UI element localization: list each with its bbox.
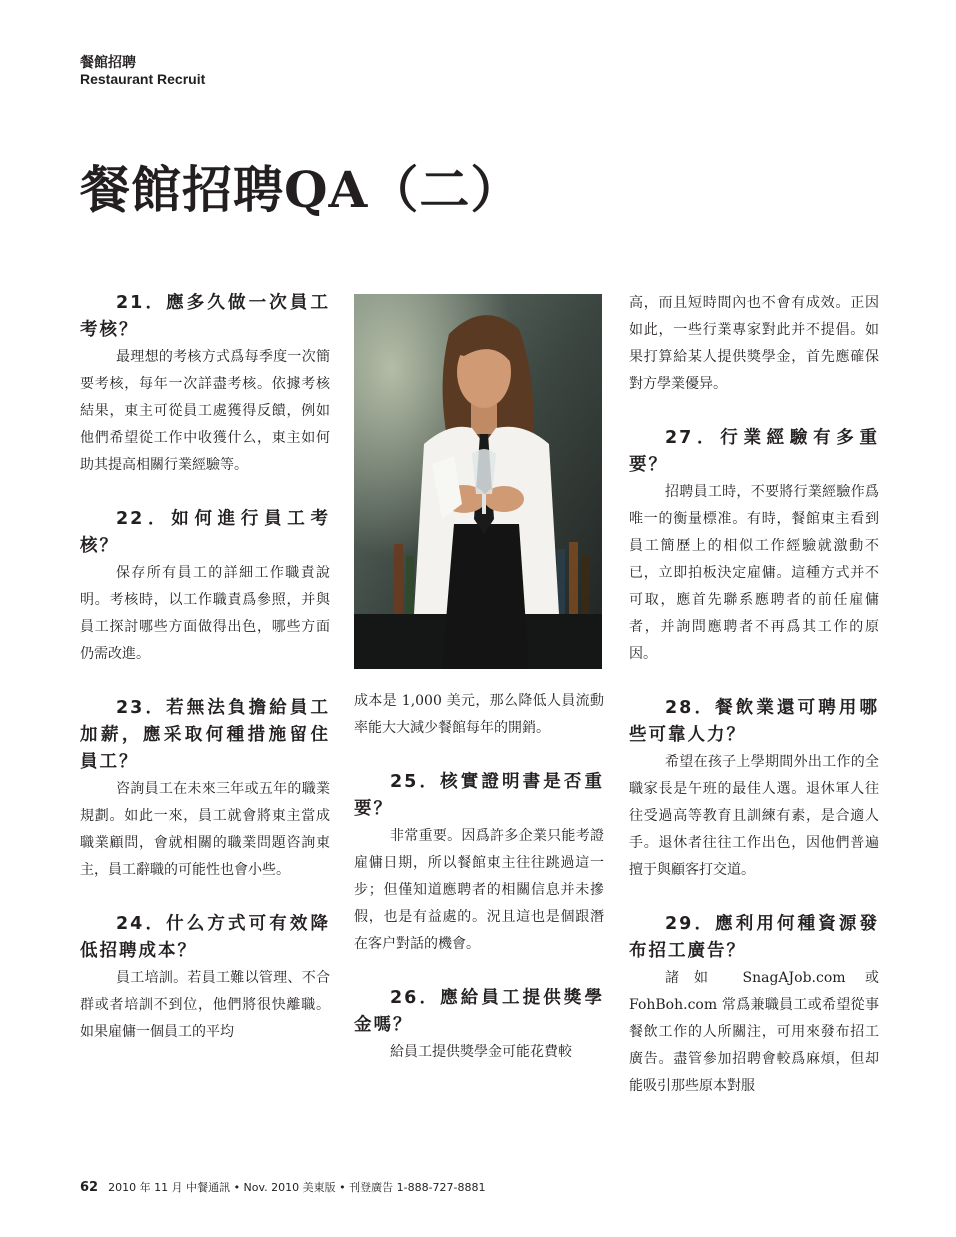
question-26: 26．應給員工提供獎學金嗎？ <box>354 988 604 1035</box>
answer-29: 諸如 SnagAJob.com 或 FohBoh.com 常爲兼職員工或希望從事餐飲工作的人所關注，可用來發布招工廣告。盡管參加招聘會較爲麻煩，但却能吸引那些原本對服 <box>629 970 879 1094</box>
answer-24: 員工培訓。若員工難以管理、不合群或者培訓不到位，他們將很快離職。如果雇傭一個員工的平均 <box>80 970 330 1040</box>
column-3 <box>629 290 879 1100</box>
answer-26: 給員工提供獎學金可能花費較 <box>390 1044 572 1060</box>
question-22: 22．如何進行員工考核？ <box>80 509 330 556</box>
waitress-photo <box>354 294 602 669</box>
question-24: 24．什么方式可有效降低招聘成本？ <box>80 914 330 961</box>
question-21: 21．應多久做一次員工考核？ <box>80 293 330 340</box>
answer-25: 非常重要。因爲許多企業只能考證雇傭日期，所以餐館東主往往跳過這一步；但僅知道應聘者的相關信息并未摻假，也是有益處的。況且這也是個跟潛在客户對話的機會。 <box>354 828 604 952</box>
question-29: 29．應利用何種資源發布招工廣告？ <box>629 914 879 961</box>
answer-26-continued: 高，而且短時間內也不會有成效。正因如此，一些行業專家對此并不提倡。如果打算給某人提供獎學金，首先應確保對方學業優异。 <box>629 295 879 392</box>
answer-22: 保存所有員工的詳細工作職責說明。考核時，以工作職責爲參照，并與員工探討哪些方面做得出色，哪些方面仍需改進。 <box>80 565 330 662</box>
question-28: 28．餐飲業還可聘用哪些可靠人力？ <box>629 698 879 745</box>
waitress-illustration <box>354 294 602 669</box>
answer-23: 咨詢員工在未來三年或五年的職業規劃。如此一來，員工就會將東主當成職業顧問，會就相關的職業問題咨詢東主，員工辭職的可能性也會小些。 <box>80 781 330 878</box>
page-number: 62 <box>80 1180 99 1195</box>
column-1 <box>80 290 330 1046</box>
answer-21: 最理想的考核方式爲每季度一次簡要考核，每年一次詳盡考核。依據考核結果，東主可從員工處獲得反饋，例如他們希望從工作中收獲什么，東主如何助其提高相關行業經驗等。 <box>80 349 330 473</box>
section-label-en: Restaurant Recruit <box>80 71 206 87</box>
question-27: 27．行業經驗有多重要？ <box>629 428 879 475</box>
question-23: 23．若無法負擔給員工加薪，應采取何種措施留住員工？ <box>80 698 330 772</box>
answer-24-continued: 成本是 1,000 美元，那么降低人員流動率能大大減少餐館每年的開銷。 <box>354 693 604 736</box>
footer-text: 2010 年 11 月 中餐通訊 • Nov. 2010 美東版 • 刊登廣告 1-888-727-8881 <box>108 1181 486 1194</box>
article-title: 餐館招聘QA（二） <box>80 160 522 219</box>
question-25: 25．核實證明書是否重要？ <box>354 772 604 819</box>
answer-28: 希望在孩子上學期間外出工作的全職家長是午班的最佳人選。退休軍人往往受過高等教育且訓練有素，是合適人手。退休者往往工作出色，因他們普遍擅于與顧客打交道。 <box>629 754 879 878</box>
page-footer <box>80 1179 486 1195</box>
column-2 <box>354 688 604 1066</box>
section-label-cn: 餐館招聘 <box>80 55 136 71</box>
answer-27: 招聘員工時，不要將行業經驗作爲唯一的衡量標准。有時，餐館東主看到員工簡歷上的相似工作經驗就激動不已，立即拍板決定雇傭。這種方式并不可取，應首先聯系應聘者的前任雇傭者，并詢問應聘者不再爲其工作的原因。 <box>629 484 879 662</box>
